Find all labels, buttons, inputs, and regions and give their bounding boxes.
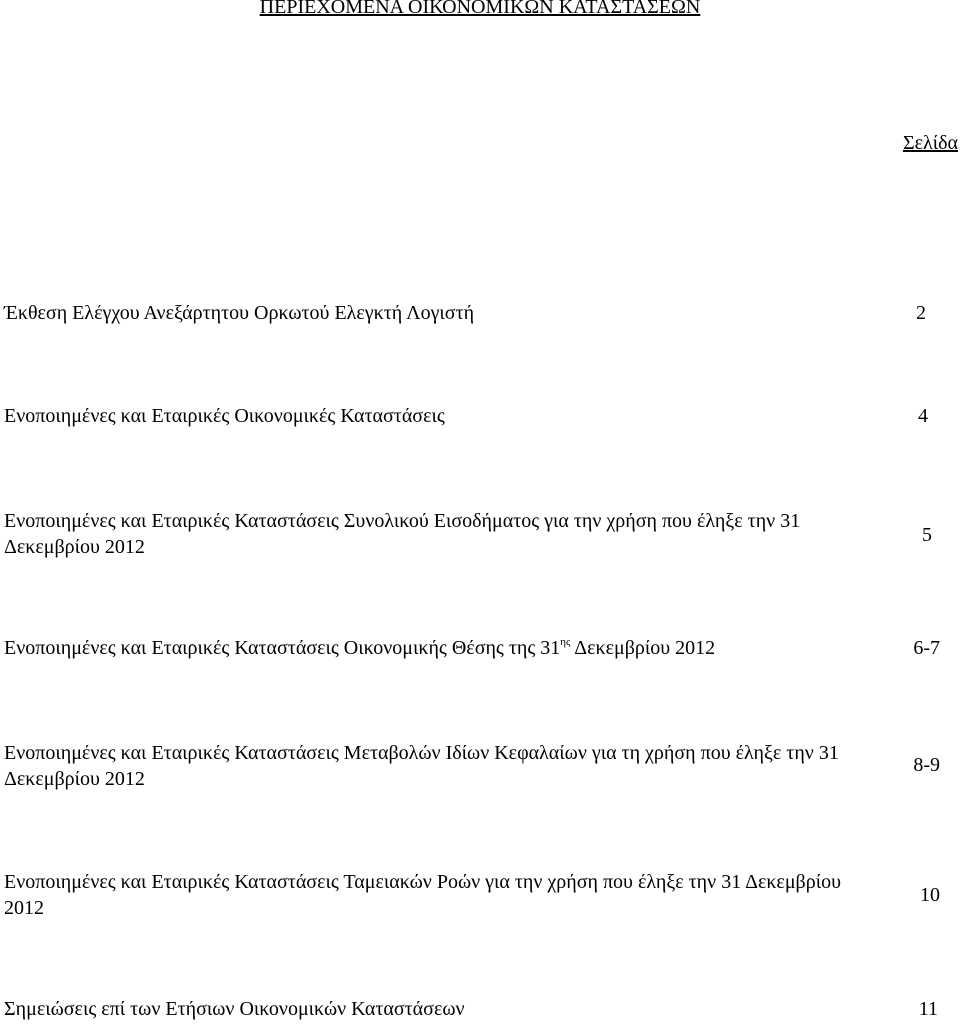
toc-entry-text: Ενοποιημένες και Εταιρικές Καταστάσεις Ταμειακών Ροών για την χρήση που έληξε την 31 Δεκεμβρίου 2012 [4, 871, 841, 919]
page-column-label: Σελίδα [902, 132, 958, 154]
toc-entry-page: 2 [916, 302, 926, 324]
toc-entry-page: 8-9 [913, 754, 940, 776]
toc-entry-page: 5 [922, 524, 932, 546]
toc-entry-text: Έκθεση Ελέγχου Ανεξάρτητου Ορκωτού Ελεγκτή Λογιστή [4, 302, 475, 324]
toc-entry-page: 4 [918, 405, 928, 427]
toc-entry-page: 6-7 [913, 637, 940, 659]
toc-entry-text: Ενοποιημένες και Εταιρικές Καταστάσεις Συνολικού Εισοδήματος για την χρήση που έληξε την 31 Δεκεμβρίου 2012 [4, 510, 801, 558]
toc-entry-text: Ενοποιημένες και Εταιρικές Καταστάσεις Οικονομικής Θέσης της $31^{\eta\varsigma}$ Δεκεμβρίου 2012 [4, 636, 716, 659]
toc-entry-text: Ενοποιημένες και Εταιρικές Οικονομικές Καταστάσεις [4, 405, 445, 427]
page-title: ΠΕΡΙΕΧΟΜΕΝΑ ΟΙΚΟΝΟΜΙΚΩΝ ΚΑΤΑΣΤΑΣΕΩΝ [259, 0, 701, 18]
toc-entry-text: Ενοποιημένες και Εταιρικές Καταστάσεις Μεταβολών Ιδίων Κεφαλαίων για τη χρήση που έληξε την 31 Δεκεμβρίου 2012 [4, 742, 839, 790]
toc-entry-page: 10 [920, 884, 940, 906]
toc-entry-text: Σημειώσεις επί των Ετήσιων Οικονομικών Καταστάσεων [4, 998, 465, 1020]
toc-entry-page: 11 [918, 998, 938, 1020]
